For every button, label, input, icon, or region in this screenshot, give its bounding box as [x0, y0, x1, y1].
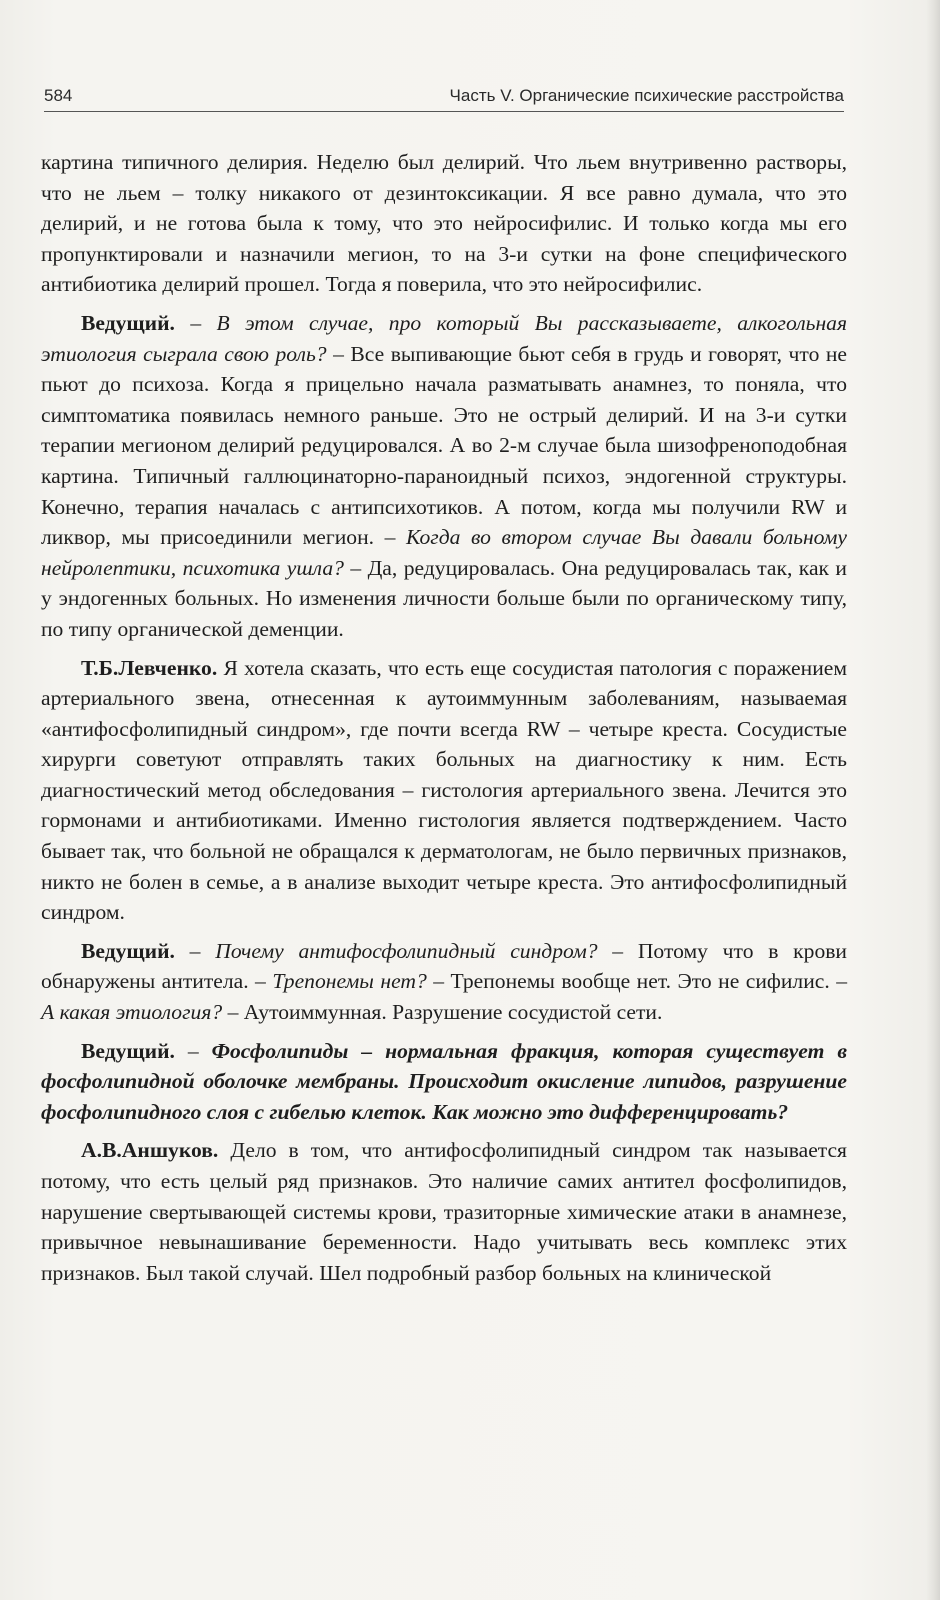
text-segment: – Все выпивающие бьют себя в грудь и говорят, что не пьют до психоза. Когда я прицельно начала разматывать анамнез, то поняла, что симптоматика появилась немного раньше. Это не острый делирий. И на 3-и сутки терапии мегионом делирий редуцировался. А во 2-м случае была шизофреноподобная картина. Типичный галлюцинаторно-параноидный психоз, эндогенной структуры. Конечно, терапия началась с антипсихотиков. А потом, когда мы получили RW и ликвор, мы присоединили мегион. –: [41, 341, 848, 550]
body-text: [41, 147, 847, 1296]
question-text: А какая этиология?: [41, 1000, 223, 1025]
text-segment: – Потому что в крови обнаружены антитела. –: [41, 938, 847, 994]
paragraph-2: [41, 308, 847, 645]
paragraph-1: [41, 147, 847, 300]
page-edge-shadow: [926, 0, 940, 1600]
question-text: Фосфолипиды – нормальная фракция, которая существует в фосфолипидной оболочке мембраны. Происходит окисление липидов, разрушение фосфолипидного слоя с гибелью клеток. Как можно это дифференцировать?: [41, 1038, 848, 1124]
text-segment: – Да, редуцировалась. Она редуцировалась так, как и у эндогенных больных. Но изменения личности больше были по органическому типу, по типу органической деменции.: [41, 555, 847, 641]
question-text: Трепонемы нет?: [272, 969, 427, 994]
speaker-name: Ведущий.: [81, 310, 175, 335]
header-rule: [44, 111, 844, 112]
speaker-name: Ведущий.: [81, 1038, 175, 1063]
text-segment: – Аутоиммунная. Разрушение сосудистой сети.: [222, 1000, 663, 1025]
paragraph-4: [41, 936, 847, 1028]
text-segment: Дело в том, что антифосфолипидный синдром так называется потому, что есть целый ряд признаков. Это наличие самих антител фосфолипидов, нарушение свертывающей системы крови, тразиторные химические атаки в анамнезе, привычное невынашивание беременности. Надо учитывать весь комплекс этих признаков. Был такой случай. Шел подробный разбор больных на клинической: [41, 1138, 847, 1285]
speaker-name: А.В.Аншуков.: [81, 1138, 219, 1163]
text-segment: картина типичного делирия. Неделю был делирий. Что льем внутривенно растворы, что не льем – толку никакого от дезинтоксикации. Я все равно думала, что это делирий, и не готова была к тому, что это нейросифилис. И только когда мы его пропунктировали и назначили мегион, то на 3-и сутки на фоне специфического антибиотика делирий прошел. Тогда я поверила, что это нейросифилис.: [41, 150, 847, 297]
text-segment: –: [174, 310, 217, 335]
speaker-name: Т.Б.Левченко.: [81, 655, 218, 680]
page-number: 584: [44, 86, 73, 105]
running-head: [44, 84, 844, 110]
paragraph-5: [41, 1036, 847, 1128]
text-segment: –: [174, 938, 216, 963]
question-text: Когда во втором случае Вы давали больному нейролептики, психотика ушла?: [41, 525, 847, 580]
running-title: Часть V. Органические психические расстройства: [449, 86, 844, 105]
text-segment: – Трепонемы вообще нет. Это не сифилис. –: [426, 969, 847, 994]
text-segment: Я хотела сказать, что есть еще сосудистая патология с поражением артериального звена, отнесенная к аутоиммунным заболеваниям, называемая «антифосфолипидный синдром», где почти всегда RW – четыре креста. Сосудистые хирурги советуют отправлять таких больных на диагностику к ним. Есть диагностический метод обследования – гистология артериального звена. Лечится это гормонами и антибиотиками. Именно гистология является подтверждением. Часто бывает так, что больной не обращался к дерматологам, не было первичных признаков, никто не болен в семье, а в анализе выходит четыре креста. Это антифосфолипидный синдром.: [41, 655, 847, 925]
text-segment: –: [174, 1038, 212, 1063]
question-text: Почему антифосфолипидный синдром?: [215, 938, 598, 963]
paragraph-3: [41, 653, 847, 928]
speaker-name: Ведущий.: [81, 938, 175, 963]
question-text: В этом случае, про который Вы рассказываете, алкогольная этиология сыграла свою роль?: [41, 310, 848, 366]
paragraph-6: [41, 1135, 847, 1288]
